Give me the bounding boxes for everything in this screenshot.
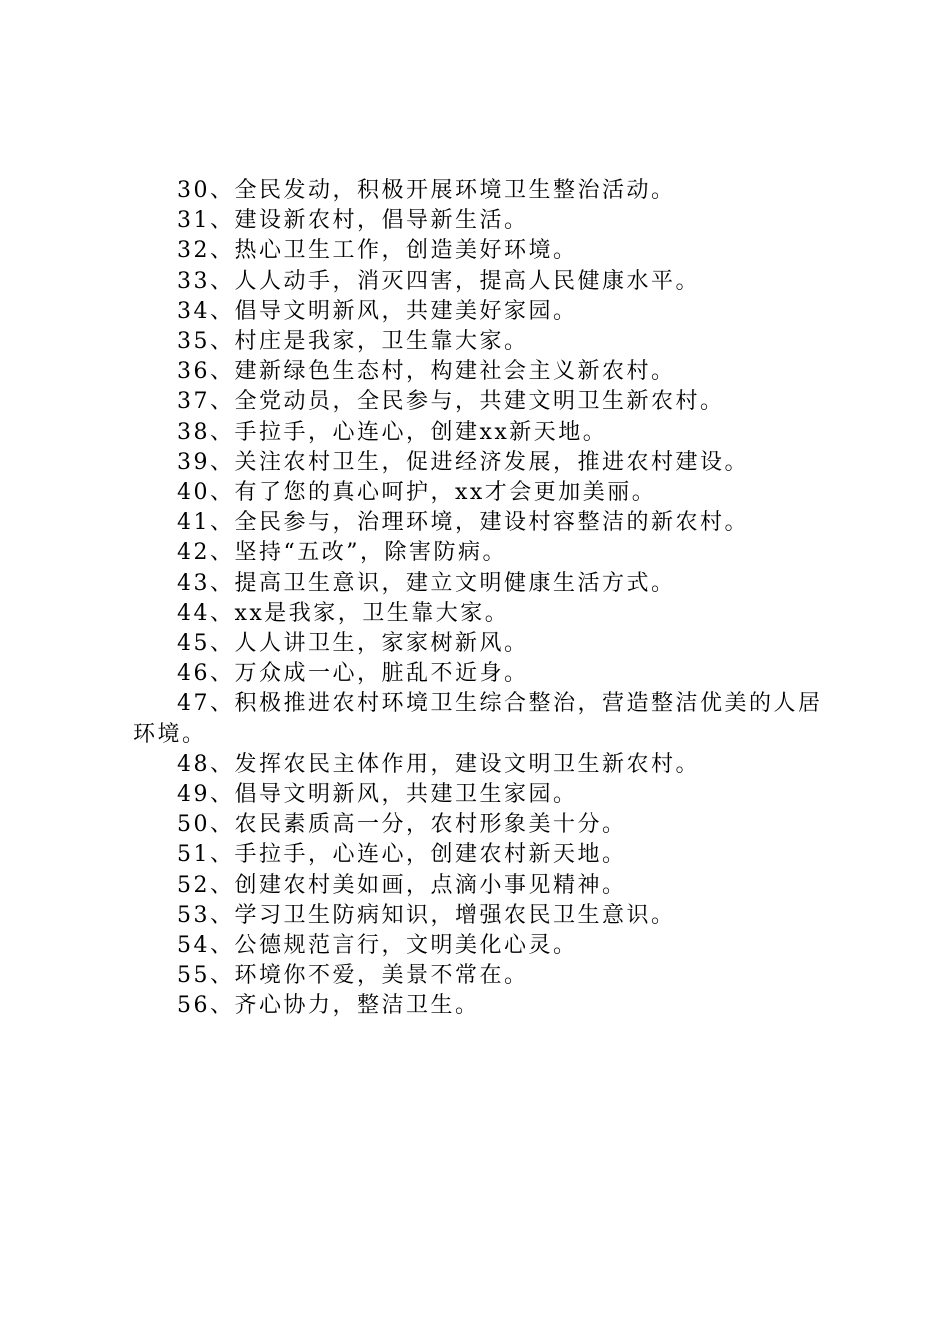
slogan-line: 50、农民素质高一分，农村形象美十分。 — [177, 812, 627, 838]
slogan-line: 30、全民发动，积极开展环境卫生整治活动。 — [177, 178, 676, 203]
slogan-line: 49、倡导文明新风，共建卫生家园。 — [177, 782, 578, 808]
slogan-line: 48、发挥农民主体作用，建设文明卫生新农村。 — [177, 751, 700, 777]
slogan-line: 32、热心卫生工作，创造美好环境。 — [177, 238, 578, 264]
slogan-line: 40、有了您的真心呵护，xx才会更加美丽。 — [177, 480, 657, 506]
slogan-line: 47、积极推进农村环境卫生综合整治，营造整洁优美的人居环境。 — [133, 691, 823, 747]
slogan-line: 44、xx是我家，卫生靠大家。 — [177, 600, 510, 626]
slogan-list — [133, 176, 833, 1022]
slogan-line: 51、手拉手，心连心，创建农村新天地。 — [177, 842, 627, 868]
slogan-line: 39、关注农村卫生，促进经济发展，推进农村建设。 — [177, 449, 749, 475]
slogan-line: 54、公德规范言行，文明美化心灵。 — [177, 933, 578, 959]
slogan-line: 45、人人讲卫生，家家树新风。 — [177, 631, 529, 657]
slogan-line: 43、提高卫生意识，建立文明健康生活方式。 — [177, 570, 676, 596]
slogan-line: 55、环境你不爱，美景不常在。 — [177, 963, 529, 989]
slogan-line: 46、万众成一心，脏乱不近身。 — [177, 661, 529, 687]
slogan-line: 36、建新绿色生态村，构建社会主义新农村。 — [177, 359, 676, 385]
slogan-line: 41、全民参与，治理环境，建设村容整洁的新农村。 — [177, 510, 749, 536]
slogan-line: 56、齐心协力，整洁卫生。 — [177, 993, 480, 1019]
slogan-line: 31、建设新农村，倡导新生活。 — [177, 208, 529, 234]
slogan-line: 52、创建农村美如画，点滴小事见精神。 — [177, 872, 627, 898]
slogan-line: 34、倡导文明新风，共建美好家园。 — [177, 298, 578, 324]
slogan-line: 42、坚持“五改”，除害防病。 — [177, 540, 507, 566]
slogan-line: 37、全党动员，全民参与，共建文明卫生新农村。 — [177, 389, 725, 415]
slogan-line: 38、手拉手，心连心，创建xx新天地。 — [177, 419, 608, 445]
slogan-line: 33、人人动手，消灭四害，提高人民健康水平。 — [177, 268, 700, 294]
slogan-line: 35、村庄是我家，卫生靠大家。 — [177, 329, 529, 355]
slogan-line: 53、学习卫生防病知识，增强农民卫生意识。 — [177, 902, 676, 928]
